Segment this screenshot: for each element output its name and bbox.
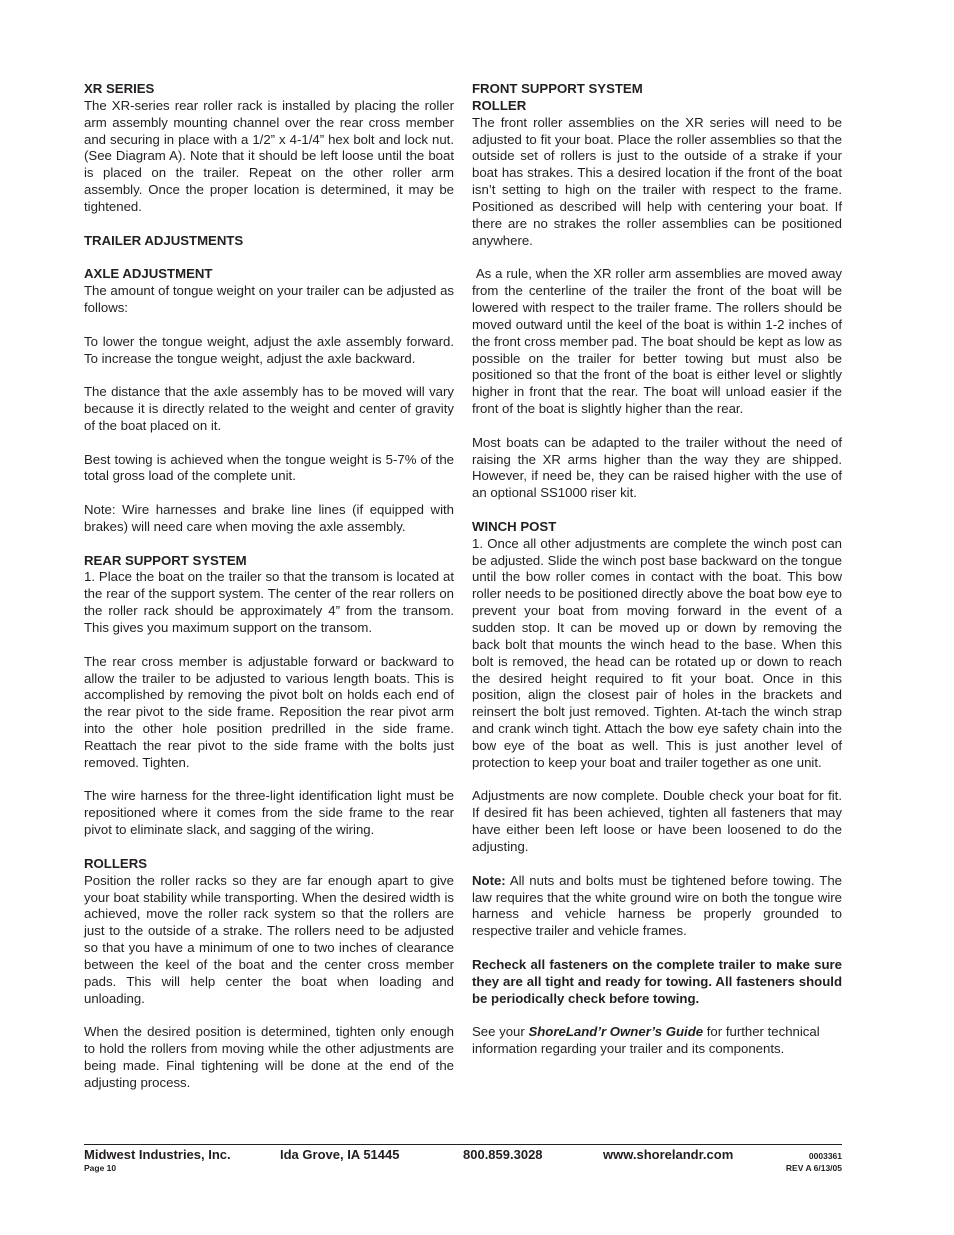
- see-suffix: for further technical information regarding your trailer and its components.: [472, 1024, 820, 1057]
- rollers-heading: ROLLERS: [84, 855, 148, 871]
- owners-guide-title: ShoreLand’r Owner’s Guide: [528, 1024, 704, 1040]
- right-column: [472, 81, 846, 1058]
- recheck-warning: Recheck all fasteners on the complete trailer to make sure they are all tight and ready for towing. All fasteners should be periodically check before towing.: [472, 956, 842, 1006]
- winch-post-heading: WINCH POST: [472, 518, 557, 534]
- winch-post-section: [472, 519, 842, 772]
- axle-paragraph-4: Best towing is achieved when the tongue weight is 5-7% of the total gross load of the complete unit.: [84, 451, 454, 484]
- front-paragraph-3: Most boats can be adapted to the trailer without the need of raising the XR arms higher than the way they are shipped. However, if need be, they can be raised higher with the use of an optional SS1000 riser kit.: [472, 434, 842, 501]
- axle-paragraph-1: The amount of tongue weight on your trailer can be adjusted as follows:: [84, 283, 454, 315]
- front-roller-subheading: ROLLER: [472, 97, 527, 113]
- note-paragraph: [472, 873, 842, 940]
- rear-support-heading: REAR SUPPORT SYSTEM: [84, 552, 247, 568]
- front-support-heading: FRONT SUPPORT SYSTEM: [472, 81, 643, 96]
- footer-company: Midwest Industries, Inc.: [84, 1147, 231, 1162]
- footer-doc-number: 0003361: [808, 1151, 842, 1161]
- rear-paragraph-3: The wire harness for the three-light identification light must be repositioned where it comes from the side frame to the rear pivot to eliminate slack, and sagging of the wiring.: [84, 788, 454, 838]
- see-prefix: See your: [472, 1024, 529, 1040]
- front-paragraph-1: The front roller assemblies on the XR series will need to be adjusted to fit your boat. Place the roller assemblies so that the outside set of rollers is just to the outside of a strake if your boat has strakes. This a desired location if the front of the boat isn’t setting to high on the trailer with respect to the frame. Positioned as described will help with centering your boat. If there are no strakes the roller assemblies can be positioned anywhere.: [472, 114, 842, 248]
- rollers-section: [84, 856, 454, 1008]
- footer-city: Ida Grove, IA 51445: [280, 1147, 400, 1162]
- rollers-paragraph-1: Position the roller racks so they are far enough apart to give your boat stability while transporting. When the desired width is achieved, move the roller rack system so that the rollers are just to the outside of a strake. The rollers need to be adjusted so that you have a minimum of one to two inches of clearance between the keel of the boat and the center cross member pads. This will help center the boat when loading and unloading.: [84, 872, 454, 1006]
- axle-paragraph-3: The distance that the axle assembly has to be moved will vary because it is directly related to the weight and center of gravity of the boat placed on it.: [84, 384, 454, 433]
- footer-phone: 800.859.3028: [463, 1147, 543, 1162]
- trailer-adjustments-section: [84, 233, 454, 250]
- footer-rule: [84, 1144, 842, 1145]
- xr-series-text: The XR-series rear roller rack is installed by placing the roller arm assembly mounting channel over the rear cross member and securing in place with a 1/2” x 4-1/4” hex bolt and lock nut. (See Diagram A). Note that it should be left loose until the boat is placed on the trailer. Repeat on the other roller arm assembly. Once the proper location is determined, it may be tightened.: [84, 97, 454, 214]
- rollers-paragraph-2: When the desired position is determined, tighten only enough to hold the rollers from moving while the other adjustments are being made. Final tightening will be done at the end of the adjusting process.: [84, 1024, 454, 1090]
- axle-adjustment-section: [84, 266, 454, 317]
- xr-series-section: [84, 81, 454, 216]
- rear-paragraph-1: 1. Place the boat on the trailer so that the transom is located at the rear of the support system. The center of the rear rollers on the roller rack should be approximately 4” from the transom. This gives you maximum support on the transom.: [84, 569, 454, 635]
- winch-paragraph-1: 1. Once all other adjustments are complete the winch post can be adjusted. Slide the winch post base backward on the tongue until the bow roller comes in contact with the boat. This bow roller needs to be positioned directly above the boat bow eye to prevent your boat from moving forward in the event of a sudden stop. It can be moved up or down by removing the back bolt that mounts the winch head to the base. When this bolt is removed, the head can be rotated up or down to reach the desired height required to fit your boat. Once in this position, align the closest pair of holes in the brackets and reinsert the bolt just removed. Tighten. At-tach the winch strap and crank winch tight. Attach the bow eye safety chain into the bow eye of the boat as well. This is just another level of protection to keep your boat and trailer together as one unit.: [472, 535, 842, 770]
- xr-series-heading: XR SERIES: [84, 81, 155, 96]
- trailer-adjustments-heading: TRAILER ADJUSTMENTS: [84, 232, 244, 248]
- axle-paragraph-5: Note: Wire harnesses and brake line lines (if equipped with brakes) will need care when moving the axle assembly.: [84, 502, 454, 534]
- owners-guide-reference: [472, 1024, 842, 1058]
- footer-website: www.shorelandr.com: [603, 1147, 734, 1162]
- rear-support-section: [84, 553, 454, 637]
- front-paragraph-2: As a rule, when the XR roller arm assemblies are moved away from the centerline of the trailer the front of the boat will be lowered with respect to the trailer frame. The rollers should be moved outward until the keel of the boat is within 1-2 inches of the front cross member pad. The boat should be kept as low as possible on the trailer for better towing but must also be positioned so that the front of the boat is either level or slightly higher in front that the rear. The boat will unload easier if the front of the boat is slightly higher than the rear.: [472, 266, 846, 417]
- note-text: All nuts and bolts must be tightened before towing. The law requires that the white ground wire on both the tongue wire harness and vehicle harness be properly grounded to respective trailer and vehicle frames.: [472, 872, 842, 939]
- note-label: Note:: [472, 872, 506, 888]
- footer-page-number: Page 10: [84, 1163, 117, 1173]
- footer-revision: REV A 6/13/05: [785, 1163, 842, 1173]
- left-column: [84, 81, 454, 1092]
- axle-paragraph-2: To lower the tongue weight, adjust the axle assembly forward. To increase the tongue weight, adjust the axle backward.: [84, 333, 454, 366]
- front-support-section: [472, 81, 842, 249]
- rear-paragraph-2: The rear cross member is adjustable forward or backward to allow the trailer to be adjusted to various length boats. This is accomplished by removing the pivot bolt on holds each end of the rear pivot to the side frame. Reposition the rear pivot arm into the other hole position predrilled in the side frame. Reattach the rear pivot to the side frame with the bolts just removed. Tighten.: [84, 653, 454, 770]
- axle-adjustment-heading: AXLE ADJUSTMENT: [84, 266, 213, 282]
- winch-paragraph-2: Adjustments are now complete. Double check your boat for fit. If desired fit has been achieved, tighten all fasteners that may have either been left loose or have been loosened to do the adjusting.: [472, 788, 842, 854]
